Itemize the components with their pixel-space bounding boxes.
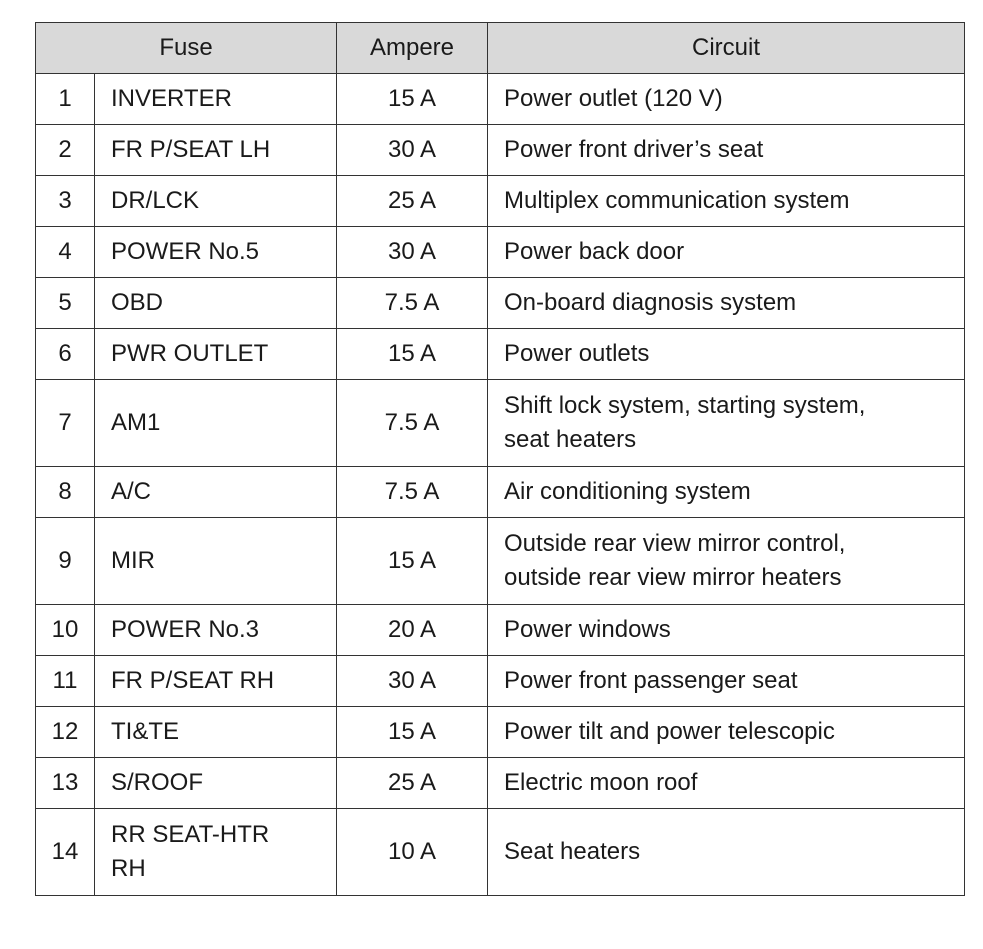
table-row bbox=[36, 227, 965, 278]
circuit-line-2: outside rear view mirror heaters bbox=[504, 564, 842, 591]
fuse-circuit: Power back door bbox=[488, 227, 965, 278]
table-row bbox=[36, 380, 965, 467]
fuse-ampere: 15 A bbox=[337, 707, 488, 758]
fuse-name: TI&TE bbox=[95, 707, 337, 758]
table-row bbox=[36, 467, 965, 518]
fuse-name-line-1: RR SEAT-HTR bbox=[111, 821, 270, 848]
fuse-name: DR/LCK bbox=[95, 176, 337, 227]
table-row bbox=[36, 125, 965, 176]
fuse-ampere: 30 A bbox=[337, 125, 488, 176]
fuse-circuit: Power windows bbox=[488, 605, 965, 656]
table-row bbox=[36, 278, 965, 329]
table-row bbox=[36, 518, 965, 605]
fuse-circuit: Power outlets bbox=[488, 329, 965, 380]
fuse-ampere: 10 A bbox=[337, 809, 488, 896]
fuse-name: A/C bbox=[95, 467, 337, 518]
fuse-name: POWER No.3 bbox=[95, 605, 337, 656]
table-row bbox=[36, 758, 965, 809]
fuse-table bbox=[35, 22, 965, 896]
fuse-circuit bbox=[488, 518, 965, 605]
fuse-ampere: 15 A bbox=[337, 329, 488, 380]
fuse-number: 5 bbox=[36, 278, 95, 329]
fuse-ampere: 15 A bbox=[337, 518, 488, 605]
fuse-ampere: 7.5 A bbox=[337, 278, 488, 329]
fuse-number: 10 bbox=[36, 605, 95, 656]
fuse-ampere: 30 A bbox=[337, 227, 488, 278]
header-fuse: Fuse bbox=[36, 23, 337, 74]
fuse-ampere: 25 A bbox=[337, 758, 488, 809]
fuse-number: 11 bbox=[36, 656, 95, 707]
fuse-circuit: Power outlet (120 V) bbox=[488, 74, 965, 125]
fuse-number: 13 bbox=[36, 758, 95, 809]
fuse-number: 4 bbox=[36, 227, 95, 278]
fuse-name: MIR bbox=[95, 518, 337, 605]
header-circuit: Circuit bbox=[488, 23, 965, 74]
table-row bbox=[36, 809, 965, 896]
fuse-ampere: 7.5 A bbox=[337, 380, 488, 467]
fuse-number: 2 bbox=[36, 125, 95, 176]
table-row bbox=[36, 176, 965, 227]
fuse-circuit: Power front driver’s seat bbox=[488, 125, 965, 176]
fuse-number: 12 bbox=[36, 707, 95, 758]
fuse-circuit: Electric moon roof bbox=[488, 758, 965, 809]
fuse-name bbox=[95, 809, 337, 896]
fuse-name-line-2: RH bbox=[111, 855, 146, 882]
fuse-circuit: Air conditioning system bbox=[488, 467, 965, 518]
fuse-name: POWER No.5 bbox=[95, 227, 337, 278]
fuse-number: 3 bbox=[36, 176, 95, 227]
fuse-name: AM1 bbox=[95, 380, 337, 467]
circuit-line-2: seat heaters bbox=[504, 426, 637, 453]
fuse-name: PWR OUTLET bbox=[95, 329, 337, 380]
fuse-number: 14 bbox=[36, 809, 95, 896]
table-row bbox=[36, 329, 965, 380]
fuse-circuit: Seat heaters bbox=[488, 809, 965, 896]
fuse-circuit: Multiplex communication system bbox=[488, 176, 965, 227]
table-row bbox=[36, 656, 965, 707]
header-row bbox=[36, 23, 965, 74]
fuse-number: 1 bbox=[36, 74, 95, 125]
fuse-circuit bbox=[488, 380, 965, 467]
fuse-name: INVERTER bbox=[95, 74, 337, 125]
fuse-name: OBD bbox=[95, 278, 337, 329]
circuit-line-1: Outside rear view mirror control, bbox=[504, 530, 846, 557]
fuse-circuit: Power front passenger seat bbox=[488, 656, 965, 707]
table-row bbox=[36, 74, 965, 125]
table-row bbox=[36, 605, 965, 656]
fuse-number: 7 bbox=[36, 380, 95, 467]
fuse-ampere: 30 A bbox=[337, 656, 488, 707]
fuse-ampere: 7.5 A bbox=[337, 467, 488, 518]
circuit-line-1: Shift lock system, starting system, bbox=[504, 392, 866, 419]
fuse-circuit: On-board diagnosis system bbox=[488, 278, 965, 329]
fuse-circuit: Power tilt and power telescopic bbox=[488, 707, 965, 758]
fuse-ampere: 25 A bbox=[337, 176, 488, 227]
fuse-name: FR P/SEAT LH bbox=[95, 125, 337, 176]
header-ampere: Ampere bbox=[337, 23, 488, 74]
fuse-number: 9 bbox=[36, 518, 95, 605]
fuse-ampere: 20 A bbox=[337, 605, 488, 656]
fuse-name: S/ROOF bbox=[95, 758, 337, 809]
fuse-name: FR P/SEAT RH bbox=[95, 656, 337, 707]
table-row bbox=[36, 707, 965, 758]
fuse-number: 8 bbox=[36, 467, 95, 518]
fuse-ampere: 15 A bbox=[337, 74, 488, 125]
fuse-number: 6 bbox=[36, 329, 95, 380]
